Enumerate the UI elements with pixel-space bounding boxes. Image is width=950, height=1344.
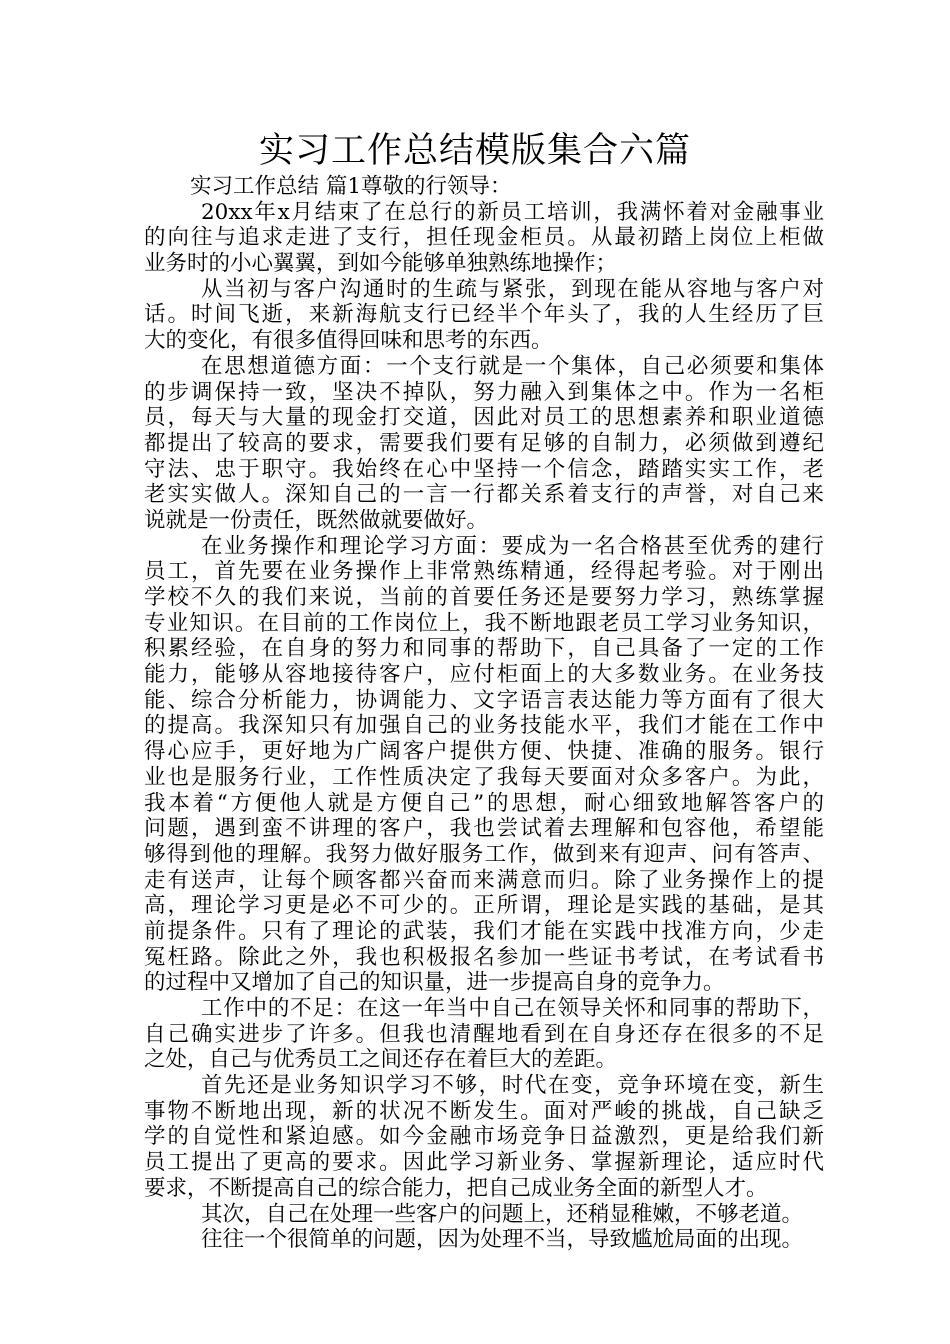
text-line: 我本着“方便他人就是方便自己”的思想，耐心细致地解答客户的 <box>144 790 824 816</box>
text-line: 高，理论学习更是必不可少的。正所谓，理论是实践的基础，是其 <box>144 893 824 919</box>
text-line: 走有送声，让每个顾客都兴奋而来满意而归。除了业务操作上的提 <box>144 867 824 893</box>
text-line: 在思想道德方面：一个支行就是一个集体，自己必须要和集体 <box>201 353 824 379</box>
text-line: 守法、忠于职守。我始终在心中坚持一个信念，踏踏实实工作，老 <box>144 456 824 482</box>
text-line: 20xx年x月结束了在总行的新员工培训，我满怀着对金融事业 <box>201 199 824 225</box>
text-line: 能力，能够从容地接待客户，应付柜面上的大多数业务。在业务技 <box>144 662 824 688</box>
text-line: 大的变化，有很多值得回味和思考的东西。 <box>144 328 553 354</box>
text-line: 在业务操作和理论学习方面：要成为一名合格甚至优秀的建行 <box>201 533 824 559</box>
text-line: 业务时的小心翼翼，到如今能够单独熟练地操作； <box>144 251 618 277</box>
text-line: 员，每天与大量的现金打交道，因此对员工的思想素养和职业道德 <box>144 405 824 431</box>
text-line: 事物不断地出现，新的状况不断发生。面对严峻的挑战，自己缺乏 <box>144 1098 824 1124</box>
text-line: 前提条件。只有了理论的武装，我们才能在实践中找准方向，少走 <box>144 918 824 944</box>
text-line: 业也是服务行业，工作性质决定了我每天要面对众多客户。为此， <box>144 764 824 790</box>
text-line: 员工提出了更高的要求。因此学习新业务、掌握新理论，适应时代 <box>144 1150 824 1176</box>
text-line: 首先还是业务知识学习不够，时代在变，竞争环境在变，新生 <box>201 1073 824 1099</box>
text-line: 够得到他的理解。我努力做好服务工作，做到来有迎声、问有答声、 <box>144 841 824 867</box>
text-line: 说就是一份责任，既然做就要做好。 <box>144 507 489 533</box>
text-line: 其次，自己在处理一些客户的问题上，还稍显稚嫩，不够老道。 <box>201 1201 804 1227</box>
text-line: 要求，不断提高自己的综合能力，把自己成业务全面的新型人才。 <box>144 1175 768 1201</box>
text-line: 工作中的不足：在这一年当中自己在领导关怀和同事的帮助下， <box>201 996 824 1021</box>
text-line: 积累经验，在自身的努力和同事的帮助下，自己具备了一定的工作 <box>144 636 824 662</box>
document-title: 实习工作总结模版集合六篇 <box>258 131 691 171</box>
text-line: 冤枉路。除此之外，我也积极报名参加一些证书考试，在考试看书 <box>144 944 824 970</box>
text-line: 专业知识。在目前的工作岗位上，我不断地跟老员工学习业务知识， <box>144 610 824 636</box>
text-line: 得心应手，更好地为广阔客户提供方便、快捷、准确的服务。银行 <box>144 739 824 765</box>
text-line: 之处，自己与优秀员工之间还存在着巨大的差距。 <box>144 1047 618 1073</box>
text-line: 的向往与追求走进了支行，担任现金柜员。从最初踏上岗位上柜做 <box>144 225 824 251</box>
text-line: 都提出了较高的要求，需要我们要有足够的自制力，必须做到遵纪 <box>144 430 824 456</box>
text-line: 的步调保持一致，坚决不掉队，努力融入到集体之中。作为一名柜 <box>144 379 824 405</box>
text-line: 问题，遇到蛮不讲理的客户，我也尝试着去理解和包容他，希望能 <box>144 816 824 842</box>
text-line: 的过程中又增加了自己的知识量，进一步提高自身的竞争力。 <box>144 970 725 996</box>
text-line: 学的自觉性和紧迫感。如今金融市场竞争日益激烈，更是给我们新 <box>144 1124 824 1150</box>
text-line: 往往一个很简单的问题，因为处理不当，导致尴尬局面的出现。 <box>201 1227 804 1253</box>
document-body <box>144 174 824 1253</box>
text-line: 的提高。我深知只有加强自己的业务技能水平，我们才能在工作中 <box>144 713 824 739</box>
text-line: 话。时间飞逝，来新海航支行已经半个年头了，我的人生经历了巨 <box>144 302 824 328</box>
text-line: 员工，首先要在业务操作上非常熟练精通，经得起考验。对于刚出 <box>144 559 824 585</box>
text-line: 自己确实进步了许多。但我也清醒地看到在自身还存在很多的不足 <box>144 1021 824 1047</box>
text-line: 能、综合分析能力，协调能力、文字语言表达能力等方面有了很大 <box>144 687 824 713</box>
text-line: 实习工作总结 篇1尊敬的行领导： <box>190 174 512 199</box>
text-line: 老实实做人。深知自己的一言一行都关系着支行的声誉，对自己来 <box>144 482 824 508</box>
text-line: 学校不久的我们来说，当前的首要任务还是要努力学习，熟练掌握 <box>144 585 824 610</box>
text-line: 从当初与客户沟通时的生疏与紧张，到现在能从容地与客户对 <box>201 276 824 302</box>
